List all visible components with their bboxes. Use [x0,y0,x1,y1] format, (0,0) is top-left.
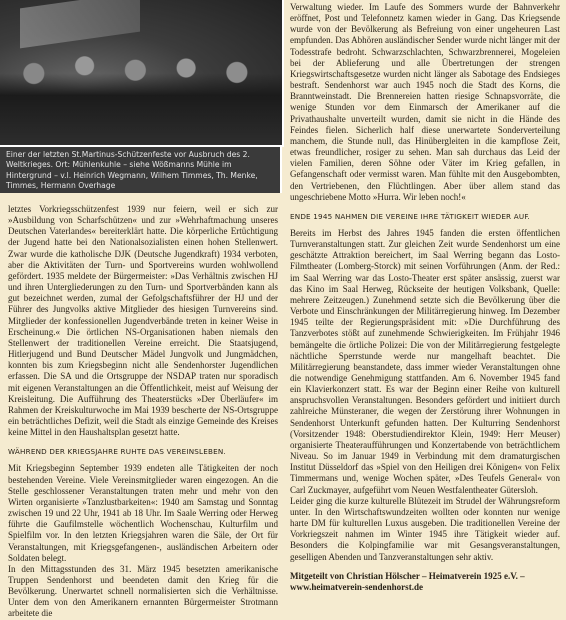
paragraph: Bereits im Herbst des Jahres 1945 fanden die ersten öffentlichen Turnveranstaltungen statt. Zur gleichen Zeit wurde Sendenhorst um eine geschätzte Attraktion bereichert, im Saal Werring begann das Losto-Filmtheater (Lomberg-Storck) mit seinen Vorführungen (Anm. der Red.: im Saal Werring war das Losto-Theater erst später ansässig, zuerst war das Kino im Saal Herweg, Rückseite der heutigen Volksbank, Quelle: mehrere Zeitzeugen.) Zunehmend setzte sich die Bevölkerung über die Verbote und Einschränkungen der Militärregierung hinweg. Im Dezember 1945 teilte der Regierungspräsident mit: »Die Durchführung des Tanzverbotes stößt auf zunehmende Schwierigkeiten. Im Frühjahr 1946 bemängelte die örtliche Polizei: Die von der Militärregierung festgelegte nächtliche Sperrstunde werde nur mangelhaft beachtet. Die Militärregierung beanstandete, dass immer wieder Veranstaltungen ohne die notwendige Genehmigung stattfanden. Am 6. November 1945 fand ein Klavierkonzert statt. Es war der Beginn einer Reihe von kulturell anspruchsvollen Veranstaltungen. Besonders gefördert und initiiert durch zahlreiche Münsteraner, die wegen der Zerstörung ihrer Wohnungen in Sendenhorst Unterkunft gefunden hatten. Der Kulturring Sendenhorst (Vorsitzender 1948: Oberstudiendirektor Klein, 1949: Herr Meuser) organisierte Theateraufführungen und Konzertabende von beträchtlichem Niveau. So im Januar 1949 in Verbindung mit dem dramaturgischen Institut Düsseldorf das »Spiel von den Heiligen drei Königen« von Felix Timmermans und, wenige Wochen später, »Des Teufels General« von Carl Zuckmayer, aufgeführt vom Neuen Westfalentheater Gütersloh. [290,227,560,495]
author-credit: Mitgeteilt von Christian Hölscher – Heimatverein 1925 e.V. – www.heimatverein-sendenhorst.de [290,570,525,592]
section-heading: WÄHREND DER KRIEGSJAHRE RUHTE DAS VEREINSLEBEN. [8,447,226,457]
section-heading: ENDE 1945 NAHMEN DIE VEREINE IHRE TÄTIGKEIT WIEDER AUF. [290,211,530,221]
photo-caption: Einer der letzten St.Martinus-Schützenfeste vor Ausbruch des 2. Weltkrieges. Ort: Mühlenkuhle – siehe Wößmanns Mühle im Hintergrund – v.l. Heinrich Wegmann, Wilhem Timmes, Th. Menke, Timmes, Hermann Overhage [0,147,282,193]
photo-people [0,35,282,145]
left-column [8,204,278,620]
paragraph: letztes Vorkriegsschützenfest 1939 nur feiern, weil er sich zur »Ausbildung von Scharfschützen« und zur »Wehrhaftmachung unseres Deutschen Vaterlandes« bereiterklärt hatte. Die körperliche Ertüchtigung der Jugend hatte bei den Nationalsozialisten einen hohen Stellenwert. Zwar wurde die katholische DJK (Deutsche Jugendkraft) 1934 verboten, aber die Aktivitäten der Turn- und Sportvereins wurden wohlwollend gefördert. 1935 meldete der Bürgermeister: »Das Verhältnis zwischen HJ und ihren Untergliederungen zu den Turn- und Sportverbänden kann als gut bezeichnet werden, zumal der Gefolgschaftsführer der HJ und der Führer des Jungvolks aktive Mitglieder des hiesigen Turnvereins sind. Mitglieder der konfessionellen Jugendverbände treten in keiner Weise in Erscheinung.« Die örtlichen NS-Organisationen haben niemals den Stellenwert der traditionellen Vereine erreicht. Die Staatsjugend, Hitlerjugend und Bund Deutscher Mädel Jungvolk und Jungmädchen, konnten bis zum Kriegsbeginn nicht alle Sendenhorster Jugendlichen erfassen. Die SA und die Ortsgruppe der NSDAP traten nur sporadisch mit eigenen Veranstaltungen an die Öffentlichkeit, meist auf Weisung der Kreisleitung. Die Aufführung des Theaterstücks »Der Überläufer« im Rahmen der Kreiskulturwoche im Mai 1939 bescherte der NS-Ortsgruppe ein beträchtliches Defizit, weil die Stadt als einzige Gemeinde des Kreises keine Mittel in den Haushaltsplan gesetzt hatte. [8,204,278,438]
historical-photo [0,0,284,147]
right-column [290,2,560,593]
paragraph: Verwaltung wieder. Im Laufe des Sommers wurde der Bahnverkehr eröffnet, Post und Telefonnetz kamen wieder in Gang. Das Kriegsende wurde von der Bevölkerung als Befreiung von einer ungeheuren Last empfunden. Das Abhören ausländischer Sender wurde nicht länger mit der Todesstrafe bedroht. Schwarzschlachten, Schwarzbrennerei, Mogeleien bei der Ablieferung und alle Übertretungen der strengen Kriegswirtschaftsgesetze wurden nicht länger als Sabotage des Endsieges bestraft. Sendenhorst war auch 1945 noch die Stadt des Korns, die Branntweinstadt. Die Brennereien hatten riesige Schnapsvorräte, die wenige Stunden vor dem Einmarsch der Amerikaner auf die Privathaushalte unverteilt wurden, damit sie nicht in die Hände des Feindes fielen. Sicherlich half diese unerwartete Sonderverteilung manchem, die Stunde null, das Hinübergleiten in die kampflose Zeit, etwas freundlicher, rosiger zu sehen. Man sah durchaus das Leid der vielen Familien, deren Söhne oder Väter im Krieg gefallen, in Gefangenschaft oder vermisst waren. Man fühlte mit den Ausgebombten, den Vertriebenen, den Flüchtlingen. Aber über allem stand das ungeschriebene Motto »Hurra. Wir leben noch!« [290,2,560,202]
paragraph: In den Mittagsstunden des 31. März 1945 besetzten amerikanische Truppen Sendenhorst und beendeten damit den Krieg für die Bevölkerung. Unerwartet schnell normalisierten sich die Verhältnisse. Unter dem von den Amerikanern ernannten Bürgermeister Strotmann arbeitete die [8,563,278,619]
paragraph: Leider ging die kurze kulturelle Blütezeit im Strudel der Währungsreform unter. In den Wirtschaftswundzeiten wollten oder konnten nur wenige harte DM für kulturellen Luxus ausgeben. Die traditionellen Vereine der Vorkriegszeit nahmen im Winter 1945 ihre Tätigkeit wieder auf. Besonders die Kolpingfamilie war mit Gesangsveranstaltungen, geselligen Abenden und Tanzveranstaltungen sehr aktiv. [290,495,560,562]
paragraph: Mit Kriegsbeginn September 1939 endeten alle Tätigkeiten der noch bestehenden Vereine. Viele Vereinsmitglieder waren eingezogen. An die Stelle geschlossener Veranstaltungen traten mehr und mehr von den Wirten organisierte »Tanzlustbarkeiten«: 1940 am Samstag und Sonntag zwischen 19 und 22 Uhr, 1941 ab 18 Uhr. Im Saale Werring oder Herweg führte die Gaufilmstelle wöchentlich Wochenschau, Kulturfilm und Spielfilm vor. In den letzten Kriegsjahren waren die Säle, der Ort für Veranstaltungen, mit Kriegsgefangenen-, ausländischen Arbeitern oder Soldaten belegt. [8,463,278,563]
